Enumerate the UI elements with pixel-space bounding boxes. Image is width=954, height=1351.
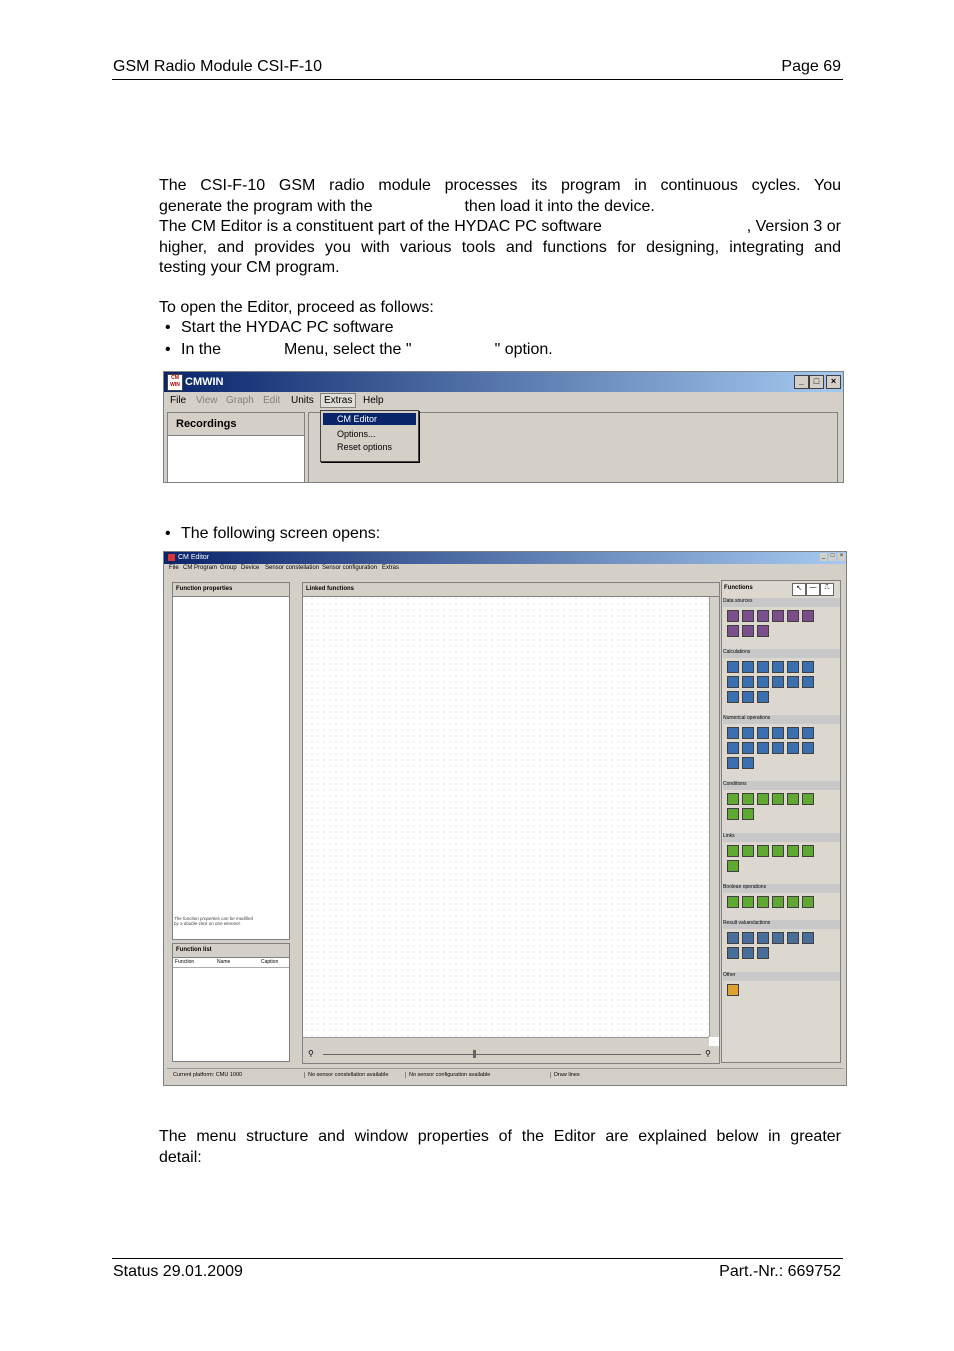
function-tool-icon[interactable]: [772, 610, 784, 622]
function-tool-icon[interactable]: [742, 845, 754, 857]
intro-line-1: The CSI-F-10 GSM radio module processes its program in continuous cycles. You: [159, 177, 841, 194]
col-name[interactable]: Name: [217, 959, 231, 965]
palette-section-header: Result values/actions: [723, 920, 840, 929]
cmwin-logo-icon: CM WIN: [167, 374, 183, 391]
pointer-tool-icon[interactable]: ↖: [792, 583, 806, 596]
function-tool-icon[interactable]: [757, 727, 769, 739]
function-tool-icon[interactable]: [742, 625, 754, 637]
function-tool-icon[interactable]: [787, 661, 799, 673]
footer-rule: [112, 1258, 843, 1259]
function-properties-hint: The function properties can be modified by a double-click on one element.: [174, 916, 254, 926]
zoom-out-icon[interactable]: ⚲: [308, 1049, 314, 1058]
function-tool-icon[interactable]: [772, 661, 784, 673]
footer-status: Status 29.01.2009: [113, 1263, 243, 1280]
function-tool-icon[interactable]: [772, 845, 784, 857]
function-tool-icon[interactable]: [802, 932, 814, 944]
function-tool-icon[interactable]: [727, 793, 739, 805]
function-list-title: Function list: [173, 944, 289, 958]
function-tool-icon[interactable]: [802, 727, 814, 739]
line-tool-icon[interactable]: —: [806, 583, 820, 596]
menu-view[interactable]: View: [196, 395, 218, 406]
function-tool-icon[interactable]: [727, 896, 739, 908]
menu-file[interactable]: File: [170, 395, 187, 406]
minimize-icon[interactable]: _: [794, 375, 809, 389]
recordings-panel: [167, 412, 305, 483]
function-tool-icon[interactable]: [802, 845, 814, 857]
bullet-start-software: • Start the HYDAC PC software: [165, 319, 394, 336]
palette-section-header: Other: [723, 972, 840, 981]
editor-menu-group[interactable]: Group: [220, 565, 237, 571]
palette-section-header: Data sources: [723, 598, 840, 607]
maximize-icon[interactable]: □: [809, 375, 824, 389]
dropdown-options[interactable]: Options...: [337, 429, 376, 439]
function-tool-icon[interactable]: [742, 808, 754, 820]
intro-line-3b: , Version 3 or: [746, 218, 841, 235]
function-tool-icon[interactable]: [757, 932, 769, 944]
function-tool-icon[interactable]: [727, 932, 739, 944]
functions-title: Functions: [724, 585, 753, 591]
menu-graph[interactable]: Graph: [226, 395, 254, 406]
status-draw-lines: Draw lines: [550, 1072, 580, 1078]
function-list-panel: [172, 943, 290, 1062]
function-tool-icon[interactable]: [727, 984, 739, 996]
closing-line-2: detail:: [159, 1148, 202, 1166]
function-tool-icon[interactable]: [727, 610, 739, 622]
app-icon: [168, 554, 175, 561]
footer-part-number: Part.-Nr.: 669752: [719, 1263, 841, 1280]
intro-line-3: [159, 217, 841, 238]
function-tool-icon[interactable]: [757, 661, 769, 673]
menu-units[interactable]: Units: [291, 395, 314, 406]
function-tool-icon[interactable]: [757, 691, 769, 703]
header-page-number: Page 69: [781, 58, 841, 75]
zoom-slider[interactable]: [323, 1054, 701, 1055]
status-configuration: No sensor configuration available: [405, 1072, 490, 1078]
function-tool-icon[interactable]: [727, 661, 739, 673]
function-tool-icon[interactable]: [787, 896, 799, 908]
cm-editor-title: CM Editor: [178, 554, 210, 561]
closing-line-1: The menu structure and window properties of the Editor are explained below in greater: [159, 1128, 841, 1145]
function-properties-title: Function properties: [173, 583, 289, 597]
function-tool-icon[interactable]: [772, 676, 784, 688]
function-tool-icon[interactable]: [772, 742, 784, 754]
function-tool-icon[interactable]: [727, 860, 739, 872]
editor-menu-sensor-configuration[interactable]: Sensor configuration: [322, 565, 378, 571]
function-tool-icon[interactable]: [727, 845, 739, 857]
function-tool-icon[interactable]: [787, 742, 799, 754]
palette-section-header: Calculations: [723, 649, 840, 658]
function-tool-icon[interactable]: [802, 610, 814, 622]
function-tool-icon[interactable]: [757, 896, 769, 908]
editor-menu-extras[interactable]: Extras: [382, 565, 400, 571]
editor-close-icon[interactable]: ×: [839, 553, 844, 559]
function-tool-icon[interactable]: [742, 757, 754, 769]
function-tool-icon[interactable]: [802, 896, 814, 908]
vertical-scrollbar[interactable]: [709, 597, 719, 1037]
function-tool-icon[interactable]: [802, 793, 814, 805]
zoom-slider-handle[interactable]: [473, 1050, 476, 1058]
intro-paragraph: [159, 176, 841, 279]
editor-menu-device[interactable]: Device: [241, 565, 260, 571]
open-editor-intro: To open the Editor, proceed as follows:: [159, 299, 434, 316]
cm-editor-titlebar: [164, 552, 846, 564]
editor-menu-cm-program[interactable]: CM Program: [183, 565, 218, 571]
intro-line-3a: The CM Editor is a constituent part of the HYDAC PC software: [159, 218, 602, 235]
linked-functions-title: Linked functions: [303, 583, 719, 597]
function-list-columns: [173, 959, 289, 968]
intro-line-2: [159, 197, 841, 218]
function-tool-icon[interactable]: [757, 610, 769, 622]
editor-menu-file[interactable]: File: [169, 565, 179, 571]
function-tool-icon[interactable]: [787, 676, 799, 688]
cm-editor-screenshot: [163, 551, 847, 1086]
function-tool-icon[interactable]: [727, 808, 739, 820]
function-tool-icon[interactable]: [757, 625, 769, 637]
cmwin-titlebar: [164, 372, 843, 392]
step-tool-icon[interactable]: ⎍: [820, 583, 834, 596]
editor-minimize-icon[interactable]: _: [821, 553, 826, 559]
close-icon[interactable]: ×: [826, 375, 841, 389]
function-tool-icon[interactable]: [772, 727, 784, 739]
function-tool-icon[interactable]: [772, 896, 784, 908]
zoom-bar: [303, 1046, 719, 1063]
editor-menu-sensor-constellation[interactable]: Sensor constellation: [265, 565, 320, 571]
col-caption[interactable]: Caption: [261, 959, 279, 965]
function-tool-icon[interactable]: [772, 793, 784, 805]
linked-functions-canvas[interactable]: [302, 582, 720, 1064]
function-tool-icon[interactable]: [727, 727, 739, 739]
menu-help[interactable]: Help: [363, 395, 384, 406]
function-tool-icon[interactable]: [787, 793, 799, 805]
function-tool-icon[interactable]: [802, 676, 814, 688]
function-tool-icon[interactable]: [757, 676, 769, 688]
function-tool-icon[interactable]: [742, 742, 754, 754]
function-tool-icon[interactable]: [727, 625, 739, 637]
function-properties-panel: [172, 582, 290, 940]
function-tool-icon[interactable]: [787, 932, 799, 944]
intro-line-4: higher, and provides you with various tools and functions for designing, integrating and: [159, 238, 841, 256]
function-tool-icon[interactable]: [757, 742, 769, 754]
zoom-in-icon[interactable]: ⚲: [705, 1049, 711, 1058]
menu-edit[interactable]: Edit: [263, 395, 281, 406]
function-tool-icon[interactable]: [742, 691, 754, 703]
function-tool-icon[interactable]: [757, 947, 769, 959]
dropdown-reset-options[interactable]: Reset options: [337, 442, 393, 452]
header-title: GSM Radio Module CSI-F-10: [113, 58, 322, 75]
palette-section-header: Conditions: [723, 781, 840, 790]
function-tool-icon[interactable]: [787, 610, 799, 622]
function-tool-icon[interactable]: [742, 676, 754, 688]
palette-section-header: Numerical operations: [723, 715, 840, 724]
function-tool-icon[interactable]: [757, 793, 769, 805]
function-tool-icon[interactable]: [742, 896, 754, 908]
closing-paragraph: [159, 1127, 841, 1168]
cmwin-title: CMWIN: [185, 376, 224, 388]
cmwin-screenshot: [163, 371, 844, 483]
intro-line-2b: then load it into the device.: [464, 197, 655, 215]
editor-maximize-icon[interactable]: □: [830, 553, 835, 559]
menu-extras[interactable]: Extras: [320, 393, 356, 408]
function-tool-icon[interactable]: [727, 676, 739, 688]
function-tool-icon[interactable]: [742, 727, 754, 739]
function-tool-icon[interactable]: [742, 793, 754, 805]
header-rule: [112, 79, 843, 80]
status-constellation: No sensor constellation available: [304, 1072, 388, 1078]
palette-section-header: Boolean operations: [723, 884, 840, 893]
bullet-select-option: • In the Menu, select the " " option.: [165, 341, 553, 358]
extras-dropdown: [320, 410, 419, 462]
palette-section-header: Links: [723, 833, 840, 842]
function-tool-icon[interactable]: [727, 742, 739, 754]
function-tool-icon[interactable]: [787, 845, 799, 857]
function-tool-icon[interactable]: [742, 947, 754, 959]
function-tool-icon[interactable]: [742, 610, 754, 622]
function-tool-icon[interactable]: [802, 661, 814, 673]
function-tool-icon[interactable]: [772, 932, 784, 944]
dropdown-cm-editor[interactable]: CM Editor: [323, 413, 416, 425]
status-bar: [167, 1068, 843, 1082]
status-platform: Current platform: CMU 1000: [173, 1072, 243, 1078]
col-function[interactable]: Function: [175, 959, 195, 965]
function-tool-icon[interactable]: [802, 742, 814, 754]
bullet-screen-opens: • The following screen opens:: [165, 525, 381, 542]
function-tool-icon[interactable]: [742, 661, 754, 673]
function-tool-icon[interactable]: [727, 947, 739, 959]
intro-line-5: testing your CM program.: [159, 259, 340, 276]
function-tool-icon[interactable]: [727, 691, 739, 703]
function-tool-icon[interactable]: [727, 757, 739, 769]
function-tool-icon[interactable]: [757, 845, 769, 857]
intro-line-2a: generate the program with the: [159, 197, 373, 215]
function-tool-icon[interactable]: [787, 727, 799, 739]
function-tool-icon[interactable]: [742, 932, 754, 944]
recordings-title: Recordings: [168, 413, 304, 436]
